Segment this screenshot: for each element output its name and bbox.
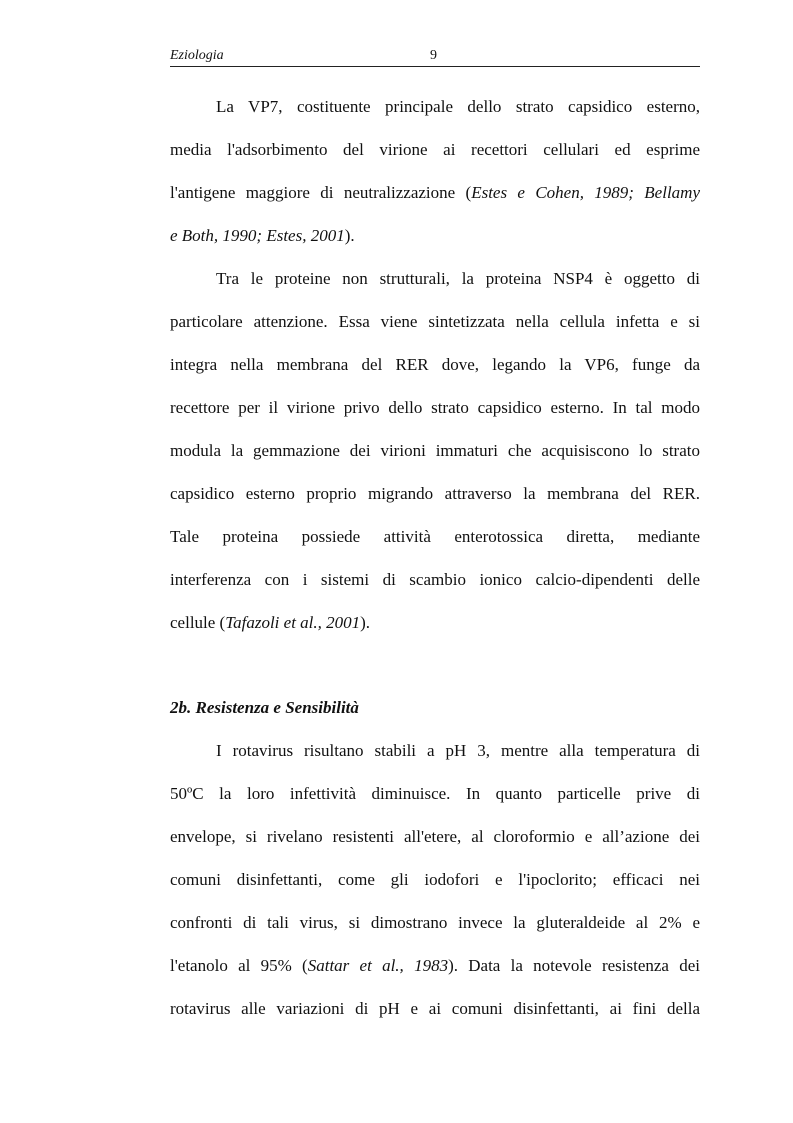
paragraph3-line1: I rotavirus risultano stabili a pH 3, mentre alla temperatura di bbox=[216, 741, 700, 760]
paragraph1-line4-text: ). bbox=[344, 226, 355, 245]
paragraph3-line5: confronti di tali virus, si dimostrano invece la gluteraldeide al 2% e bbox=[170, 913, 700, 932]
citation-both-estes: e Both, 1990; Estes, 2001 bbox=[170, 226, 345, 245]
citation-estes-cohen: Estes e Cohen, 1989; Bellamy bbox=[471, 183, 700, 202]
running-head-section: Eziologia bbox=[170, 48, 224, 63]
paragraph2-line8: interferenza con i sistemi di scambio ionico calcio-dipendenti delle bbox=[170, 570, 700, 589]
page-header bbox=[170, 48, 700, 67]
paragraph3-line2: 50ºC la loro infettività diminuisce. In quanto particelle prive di bbox=[170, 784, 700, 803]
paragraph2-line5: modula la gemmazione dei virioni immaturi che acquisiscono lo strato bbox=[170, 441, 700, 460]
paragraph3-line6-text: l'etanolo al 95% ( bbox=[170, 956, 308, 975]
paragraph3-line3: envelope, si rivelano resistenti all'etere, al cloroformio e all’azione dei bbox=[170, 827, 700, 846]
citation-sattar: Sattar et al., 1983 bbox=[307, 956, 449, 975]
paragraph2-line7: Tale proteina possiede attività enterotossica diretta, mediante bbox=[170, 527, 700, 546]
paragraph3-line6 bbox=[170, 956, 700, 976]
paragraph2-line1: Tra le proteine non strutturali, la proteina NSP4 è oggetto di bbox=[216, 269, 700, 288]
paragraph1-line2: media l'adsorbimento del virione ai recettori cellulari ed esprime bbox=[170, 140, 700, 159]
paragraph2-line2: particolare attenzione. Essa viene sintetizzata nella cellula infetta e si bbox=[170, 312, 700, 331]
page-number: 9 bbox=[430, 48, 437, 63]
paragraph1-line3-text: l'antigene maggiore di neutralizzazione ( bbox=[170, 183, 472, 202]
paragraph2-line6: capsidico esterno proprio migrando attraverso la membrana del RER. bbox=[170, 484, 700, 503]
paragraph1-line4 bbox=[170, 226, 700, 246]
paragraph3-line6-end: ). Data la notevole resistenza dei bbox=[448, 956, 700, 975]
section-heading: 2b. Resistenza e Sensibilità bbox=[170, 698, 359, 717]
paragraph3-line7: rotavirus alle variazioni di pH e ai comuni disinfettanti, ai fini della bbox=[170, 999, 700, 1018]
paragraph2-line9-end: ). bbox=[360, 613, 371, 632]
paragraph1-line1: La VP7, costituente principale dello strato capsidico esterno, bbox=[216, 97, 700, 116]
citation-tafazoli: Tafazoli et al., 2001 bbox=[225, 613, 361, 632]
paragraph3-line4: comuni disinfettanti, come gli iodofori e l'ipoclorito; efficaci nei bbox=[170, 870, 700, 889]
paragraph2-line4: recettore per il virione privo dello strato capsidico esterno. In tal modo bbox=[170, 398, 700, 417]
paragraph2-line9-text: cellule ( bbox=[170, 613, 226, 632]
paragraph2-line9 bbox=[170, 613, 700, 633]
paragraph1-line3 bbox=[170, 183, 700, 203]
paragraph2-line3: integra nella membrana del RER dove, legando la VP6, funge da bbox=[170, 355, 700, 374]
